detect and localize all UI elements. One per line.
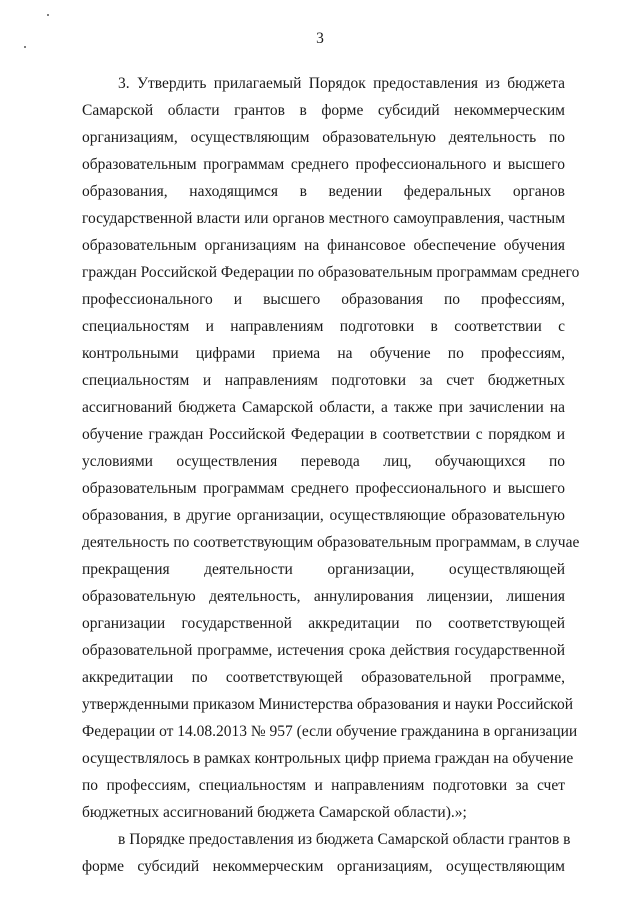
text-line: профессионального и высшего образования по профессиям, [82, 291, 565, 308]
text-line: образовательным организациям на финансовое обеспечение обучения [82, 237, 565, 254]
text-line: утвержденными приказом Министерства образования и науки Российской [82, 696, 574, 713]
text-line: условиями осуществления перевода лиц, обучающихся по [82, 453, 565, 470]
page-number: 3 [316, 30, 324, 47]
text-line: Федерации от 14.08.2013 № 957 (если обучение гражданина в организации [82, 723, 578, 740]
text-line: контрольными цифрами приема на обучение по профессиям, [82, 345, 565, 362]
text-line: специальностям и направлениям подготовки в соответствии с [82, 318, 565, 335]
text-line: ассигнований бюджета Самарской области, а также при зачислении на [82, 399, 565, 416]
text-line: образовательным программам среднего профессионального и высшего [82, 480, 565, 497]
text-line: 3. Утвердить прилагаемый Порядок предоставления из бюджета [118, 75, 565, 92]
text-line: Самарской области грантов в форме субсидий некоммерческим [82, 102, 565, 119]
text-line: аккредитации по соответствующей образовательной программе, [82, 669, 565, 686]
scan-speck [47, 14, 49, 16]
text-line: граждан Российской Федерации по образовательным программам среднего [82, 264, 580, 281]
text-line: форме субсидий некоммерческим организациям, осуществляющим [82, 858, 565, 875]
text-line: специальностям и направлениям подготовки за счет бюджетных [82, 372, 565, 389]
text-line: в Порядке предоставления из бюджета Самарской области грантов в [118, 831, 571, 848]
text-line: обучение граждан Российской Федерации в соответствии с порядком и [82, 426, 565, 443]
text-line: бюджетных ассигнований бюджета Самарской области).»; [82, 804, 467, 821]
text-line: организациям, осуществляющим образовательную деятельность по [82, 129, 565, 146]
text-line: организации государственной аккредитации по соответствующей [82, 615, 565, 632]
text-line: по профессиям, специальностям и направлениям подготовки за счет [82, 777, 565, 794]
text-line: прекращения деятельности организации, осуществляющей [82, 561, 565, 578]
document-body [82, 70, 580, 880]
text-line: государственной власти или органов местного самоуправления, частным [82, 210, 565, 227]
text-line: осуществлялось в рамках контрольных цифр приема граждан на обучение [82, 750, 574, 767]
text-line: образовательным программам среднего профессионального и высшего [82, 156, 565, 173]
text-line: образования, находящимся в ведении федеральных органов [82, 183, 565, 200]
text-line: образования, в другие организации, осуществляющие образовательную [82, 507, 565, 524]
text-line: деятельность по соответствующим образовательным программам, в случае [82, 534, 580, 551]
text-line: образовательную деятельность, аннулирования лицензии, лишения [82, 588, 565, 605]
text-line: образовательной программе, истечения срока действия государственной [82, 642, 565, 659]
